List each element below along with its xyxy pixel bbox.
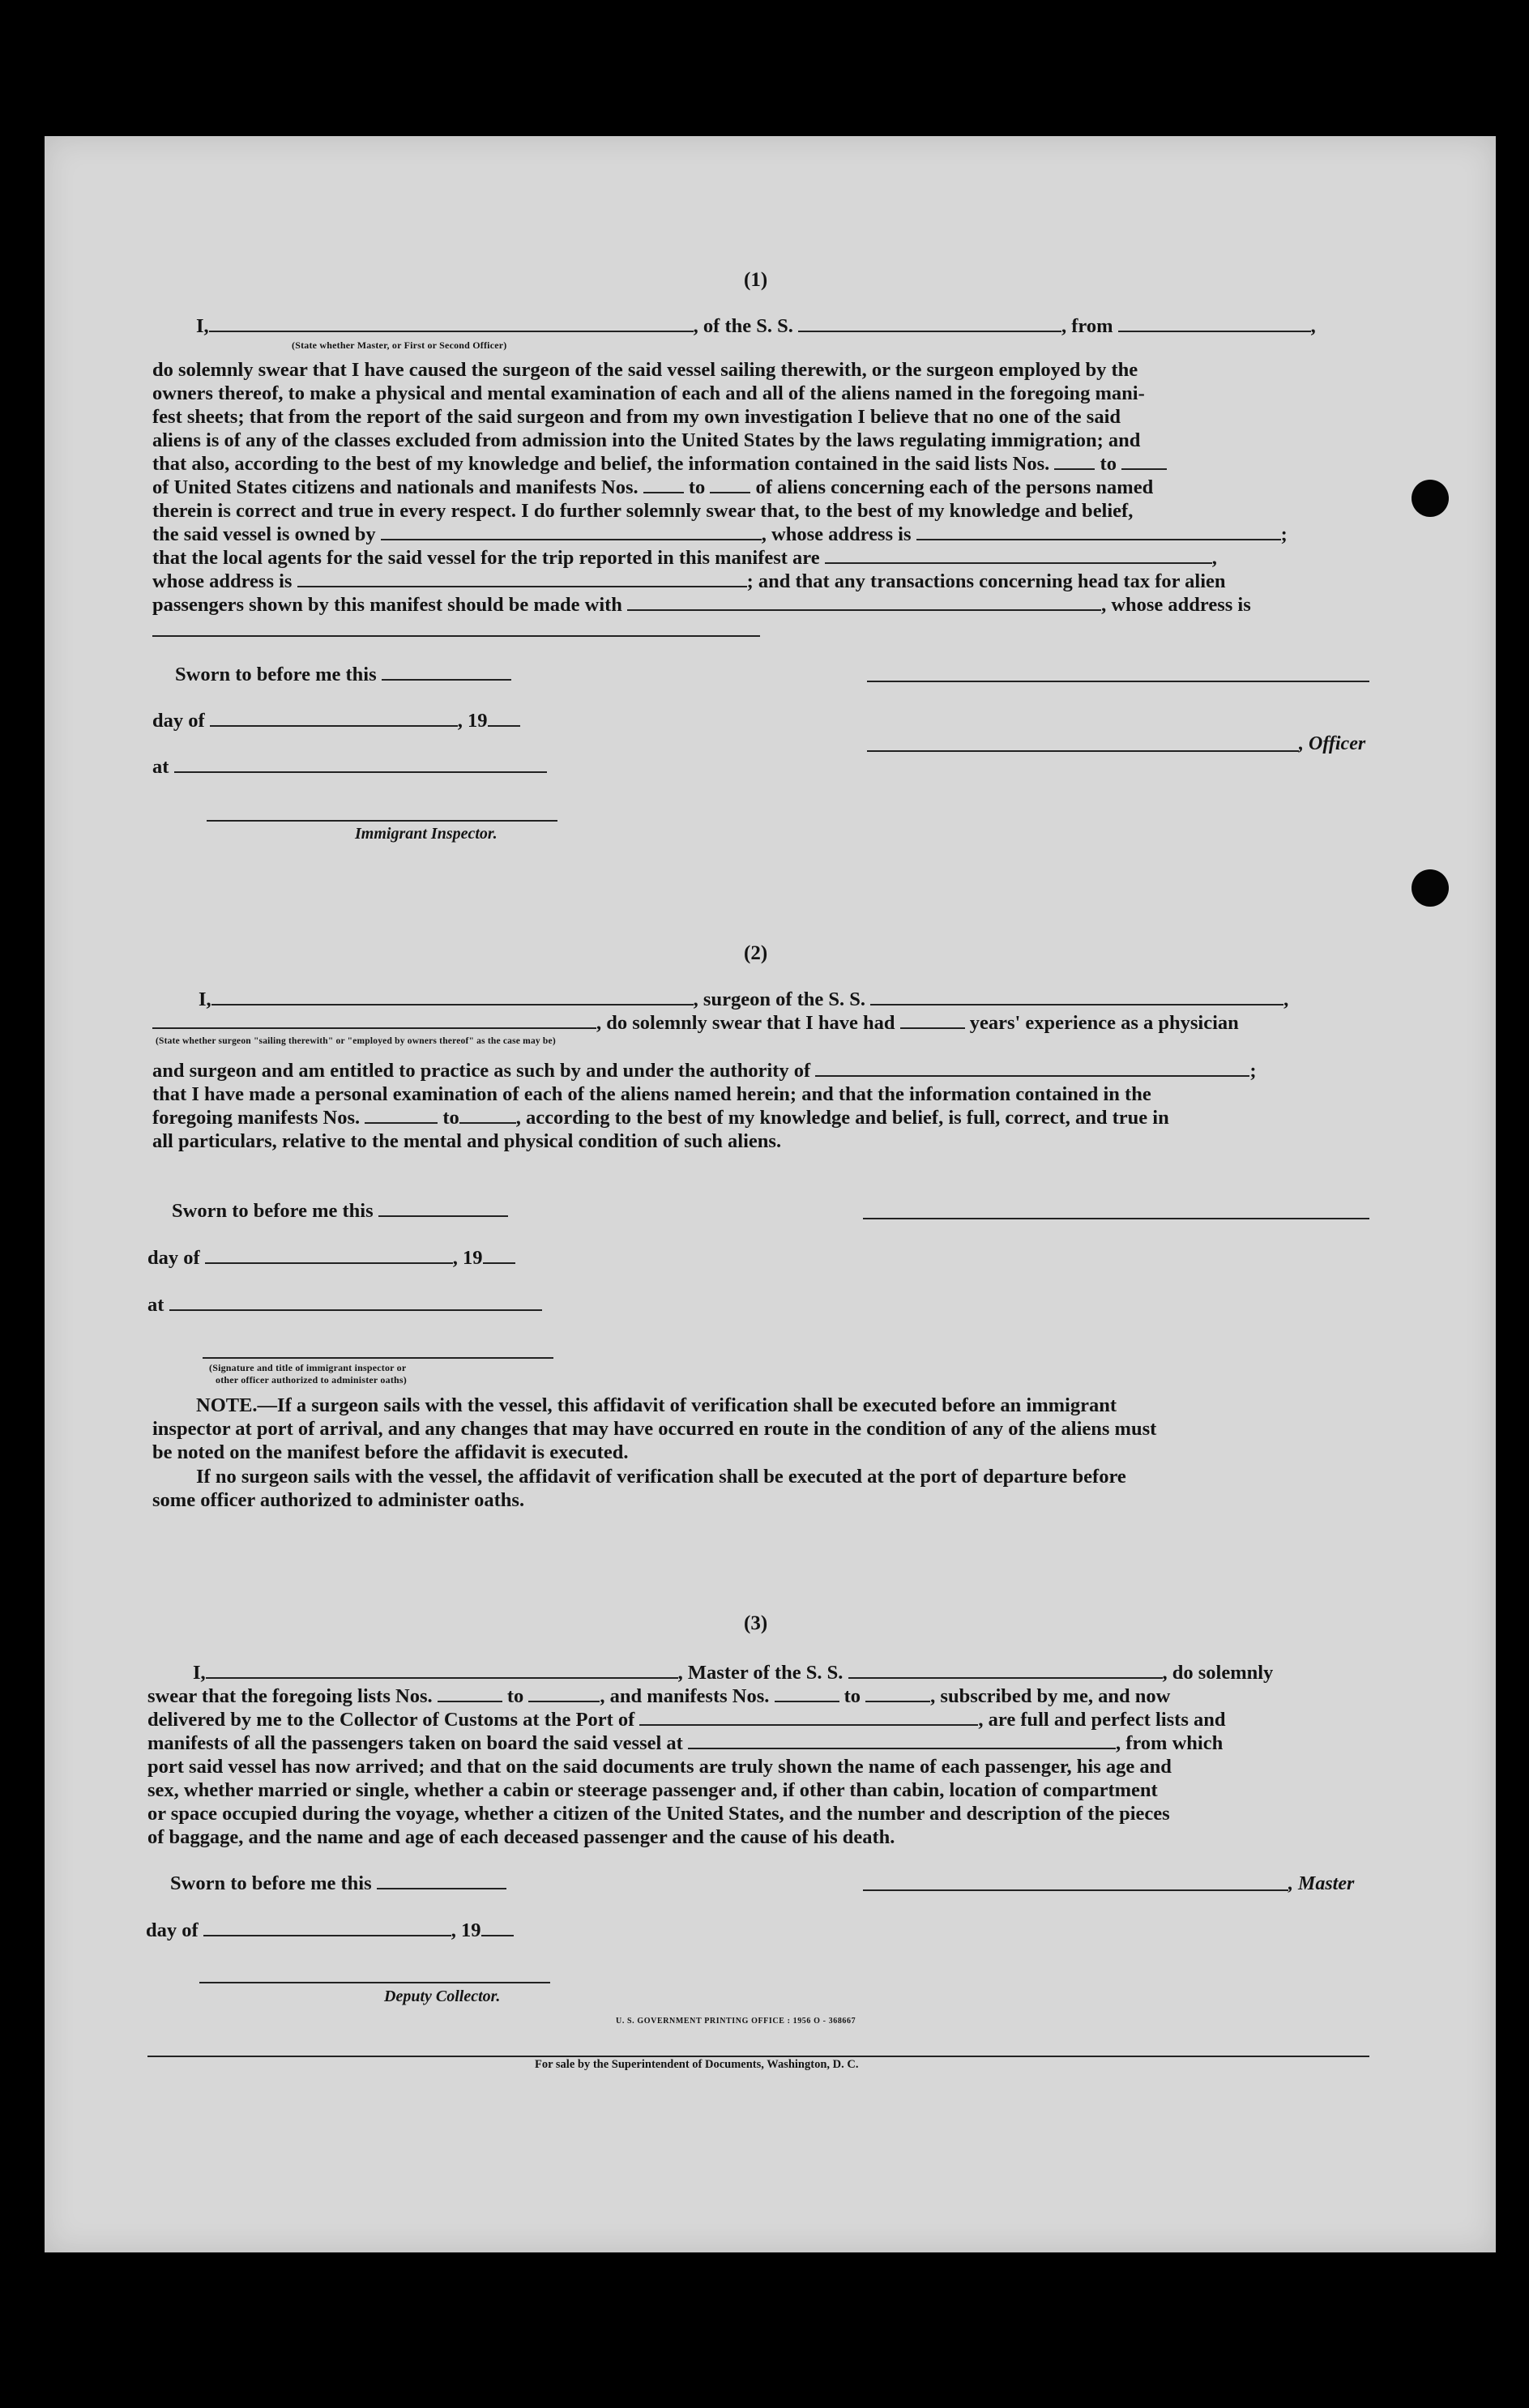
deputy-signature-line[interactable]	[199, 1982, 550, 1983]
section-1-heading: (1)	[744, 269, 768, 291]
s1-line-1	[196, 314, 1316, 338]
ss-name-field[interactable]	[798, 314, 1061, 332]
s2-at	[147, 1293, 542, 1317]
officer-label: , Officer	[1299, 733, 1366, 754]
s3-year-text: , 19	[451, 1919, 481, 1941]
s1-address-text: , whose address is	[761, 523, 912, 545]
s1-para-line-8	[152, 523, 1288, 546]
s1-at-text: at	[152, 756, 169, 778]
master-label: , Master	[1288, 1873, 1355, 1894]
s1-semi: ;	[1280, 523, 1288, 545]
s2-manifests-text: foregoing manifests Nos.	[152, 1107, 361, 1129]
s2-day-of	[147, 1246, 515, 1270]
s2-at-text: at	[147, 1294, 164, 1316]
s3-i: I,	[193, 1662, 206, 1684]
s1-para-line-7: therein is correct and true in every respect. I do further solemnly swear that, to the best of my knowledge and belief,	[152, 500, 1134, 522]
s1-para-line-3: fest sheets; that from the report of the said surgeon and from my own investigation I believe that no one of the said	[152, 406, 1121, 428]
manifests-to-field[interactable]	[710, 476, 750, 493]
s1-headtax-text: ; and that any transactions concerning head tax for alien	[746, 570, 1226, 592]
s3-line-3	[147, 1708, 1226, 1731]
owner-address-field[interactable]	[916, 523, 1281, 540]
gpo-imprint: U. S. GOVERNMENT PRINTING OFFICE : 1956 O - 368667	[616, 2017, 856, 2026]
s1-para-line-1: do solemnly swear that I have caused the surgeon of the said vessel sailing therewith, or the surgeon employed by the	[152, 359, 1138, 381]
officer-rank-note: (State whether Master, or First or Second Officer)	[292, 339, 507, 351]
s1-aliens-text: of aliens concerning each of the persons named	[755, 476, 1154, 498]
s2-ss-field[interactable]	[870, 988, 1283, 1005]
master-name-field[interactable]	[206, 1661, 678, 1679]
deputy-label: Deputy Collector.	[384, 1987, 501, 2005]
s2-manifests-to-field[interactable]	[459, 1106, 516, 1124]
headtax-address-line[interactable]	[152, 635, 760, 637]
s1-at-field[interactable]	[174, 755, 547, 773]
s2-year-text: , 19	[452, 1247, 483, 1269]
s1-comma-2: ,	[1211, 547, 1217, 569]
s3-line-1	[193, 1661, 1273, 1684]
s3-to-1: to	[506, 1685, 524, 1707]
s1-para-line-2: owners thereof, to make a physical and mental examination of each and all of the aliens named in the foregoing mani-	[152, 382, 1145, 404]
s2-semi: ;	[1249, 1060, 1257, 1082]
agents-field[interactable]	[825, 546, 1212, 564]
inspector-signature-line[interactable]	[207, 820, 557, 822]
s3-line-7: or space occupied during the voyage, whether a citizen of the United States, and the number and description of the pieces	[147, 1803, 1170, 1825]
section-3-heading: (3)	[744, 1612, 768, 1634]
s2-sig-note-1: (Signature and title of immigrant inspector or	[209, 1362, 407, 1373]
port-field[interactable]	[639, 1708, 978, 1726]
s2-i: I,	[199, 988, 211, 1010]
s2-sig-note-2: other officer authorized to administer oaths)	[216, 1374, 407, 1385]
headtax-contact-field[interactable]	[627, 593, 1101, 611]
lists-to-field[interactable]	[1121, 452, 1167, 470]
s3-lists-to-field[interactable]	[528, 1684, 600, 1702]
s3-day-of	[146, 1919, 514, 1942]
s3-month-field[interactable]	[203, 1919, 451, 1936]
s2-manifests-from-field[interactable]	[365, 1106, 438, 1124]
s2-to: to	[442, 1107, 459, 1129]
s2-at-field[interactable]	[169, 1293, 542, 1311]
s2-years-text: years' experience as a physician	[969, 1012, 1239, 1034]
s2-inspector-signature-line[interactable]	[203, 1357, 553, 1359]
footer-rule	[147, 2056, 1369, 2057]
s1-para-line-5	[152, 452, 1167, 476]
s2-month-field[interactable]	[205, 1246, 453, 1264]
s1-i: I,	[196, 315, 209, 337]
section-2-heading: (2)	[744, 942, 768, 964]
authority-field[interactable]	[815, 1059, 1249, 1077]
s3-manifests-from-field[interactable]	[775, 1684, 839, 1702]
s2-comma: ,	[1283, 988, 1289, 1010]
s1-whose-text: whose address is	[152, 570, 293, 592]
s2-day-of-text: day of	[147, 1247, 200, 1269]
s1-day-of	[152, 709, 520, 732]
s3-ss-field[interactable]	[848, 1661, 1163, 1679]
s3-day-of-text: day of	[146, 1919, 199, 1941]
s1-para-line-11	[152, 593, 1251, 617]
surgeon-name-field[interactable]	[211, 988, 694, 1005]
note-line-2: inspector at port of arrival, and any changes that may have occurred en route in the condition of any of the aliens must	[152, 1418, 1157, 1440]
manifests-from-field[interactable]	[643, 476, 684, 493]
s2-surgeon-text: , surgeon of the S. S.	[693, 988, 866, 1010]
s3-from-which-text: , from which	[1115, 1732, 1224, 1754]
s3-subscribed-text: , subscribed by me, and now	[930, 1685, 1171, 1707]
s2-line-2	[152, 1011, 1239, 1035]
s2-year-field[interactable]	[483, 1246, 515, 1264]
officer-name-field[interactable]	[209, 314, 694, 332]
s2-authority-text: and surgeon and am entitled to practice as such by and under the authority of	[152, 1060, 811, 1082]
s1-at	[152, 755, 547, 779]
s1-para-line-9	[152, 546, 1217, 570]
officer-line[interactable]	[867, 750, 1299, 752]
s1-year-field[interactable]	[488, 709, 520, 727]
s1-manifests-text: of United States citizens and nationals and manifests Nos.	[152, 476, 639, 498]
s2-sworn-day-field[interactable]	[378, 1199, 508, 1217]
punch-hole-upper	[1412, 480, 1449, 517]
s2-line-5	[152, 1106, 1169, 1129]
s1-sworn-text: Sworn to before me this	[175, 664, 377, 685]
s3-lists-text: swear that the foregoing lists Nos.	[147, 1685, 433, 1707]
s3-sworn	[170, 1872, 506, 1895]
s2-line-1	[199, 988, 1288, 1011]
surgeon-status-field[interactable]	[152, 1011, 596, 1029]
s1-whose-address-text: , whose address is	[1101, 594, 1251, 616]
note-line-3: be noted on the manifest before the affidavit is executed.	[152, 1441, 629, 1463]
note-line-1: NOTE.—If a surgeon sails with the vessel, this affidavit of verification shall be executed before an immigrant	[196, 1394, 1117, 1416]
s3-lists-from-field[interactable]	[438, 1684, 502, 1702]
lists-from-field[interactable]	[1054, 452, 1095, 470]
s3-line-8: of baggage, and the name and age of each deceased passenger and the cause of his death.	[147, 1826, 895, 1848]
s1-month-field[interactable]	[210, 709, 458, 727]
s1-to-1: to	[1100, 453, 1117, 475]
s2-line-6: all particulars, relative to the mental and physical condition of such aliens.	[152, 1130, 782, 1152]
s3-manifests-text: , and manifests Nos.	[600, 1685, 770, 1707]
s3-year-field[interactable]	[481, 1919, 514, 1936]
s1-to-2: to	[688, 476, 706, 498]
punch-hole-lower	[1412, 869, 1449, 907]
s1-comma: ,	[1310, 315, 1316, 337]
s2-sworn	[172, 1199, 508, 1223]
departure-port-field[interactable]	[688, 1731, 1116, 1749]
surgeon-signature-line[interactable]	[863, 1218, 1369, 1219]
s2-sworn-text: Sworn to before me this	[172, 1200, 374, 1222]
s3-line-2	[147, 1684, 1170, 1708]
s1-sworn-day-field[interactable]	[382, 663, 511, 681]
s1-of-ss: , of the S. S.	[693, 315, 793, 337]
s3-line-4	[147, 1731, 1223, 1755]
note-line-4: If no surgeon sails with the vessel, the affidavit of verification shall be executed at the port of departure before	[196, 1466, 1126, 1488]
owner-field[interactable]	[381, 523, 762, 540]
s1-lists-text: that also, according to the best of my knowledge and belief, the information contained in the said lists Nos.	[152, 453, 1050, 475]
s1-year-text: , 19	[457, 710, 488, 732]
s1-para-line-6	[152, 476, 1153, 499]
note-line-5: some officer authorized to administer oaths.	[152, 1489, 525, 1511]
surgeon-status-note: (State whether surgeon "sailing therewith" or "employed by owners thereof" as the case may be)	[156, 1036, 556, 1046]
s2-line-3	[152, 1059, 1257, 1082]
s3-full-lists-text: , are full and perfect lists and	[978, 1709, 1226, 1731]
s1-owned-text: the said vessel is owned by	[152, 523, 376, 545]
s3-line-5: port said vessel has now arrived; and that on the said documents are truly shown the name of each passenger, his age and	[147, 1756, 1172, 1778]
s3-taken-text: manifests of all the passengers taken on board the said vessel at	[147, 1732, 683, 1754]
s1-para-line-4: aliens is of any of the classes excluded from admission into the United States by the laws regulating immigration; and	[152, 429, 1141, 451]
s1-agents-text: that the local agents for the said vessel for the trip reported in this manifest are	[152, 547, 820, 569]
s3-to-2: to	[844, 1685, 861, 1707]
inspector-label: Immigrant Inspector.	[355, 825, 498, 843]
officer-signature-line[interactable]	[867, 681, 1369, 682]
s1-para-line-10	[152, 570, 1226, 593]
sale-notice: For sale by the Superintendent of Documents, Washington, D. C.	[535, 2058, 859, 2071]
years-experience-field[interactable]	[900, 1011, 965, 1029]
s1-passengers-text: passengers shown by this manifest should be made with	[152, 594, 622, 616]
s2-line-4: that I have made a personal examination of each of the aliens named herein; and that the information contained in the	[152, 1083, 1151, 1105]
s3-collector-text: delivered by me to the Collector of Customs at the Port of	[147, 1709, 635, 1731]
from-port-field[interactable]	[1118, 314, 1311, 332]
s3-line-6: sex, whether married or single, whether a cabin or steerage passenger and, if other than cabin, location of compartment	[147, 1779, 1158, 1801]
master-signature-line[interactable]	[863, 1889, 1288, 1891]
s1-day-of-text: day of	[152, 710, 205, 732]
s3-sworn-text: Sworn to before me this	[170, 1872, 372, 1894]
s3-manifests-to-field[interactable]	[865, 1684, 930, 1702]
s2-swear-text: , do solemnly swear that I have had	[596, 1012, 895, 1034]
s3-master-text: , Master of the S. S.	[677, 1662, 844, 1684]
agents-address-field[interactable]	[297, 570, 747, 587]
s1-sworn	[175, 663, 511, 686]
s1-from: , from	[1061, 315, 1113, 337]
s3-sworn-day-field[interactable]	[377, 1872, 506, 1889]
s2-according-text: , according to the best of my knowledge and belief, is full, correct, and true in	[515, 1107, 1169, 1129]
s3-do-solemnly: , do solemnly	[1162, 1662, 1274, 1684]
